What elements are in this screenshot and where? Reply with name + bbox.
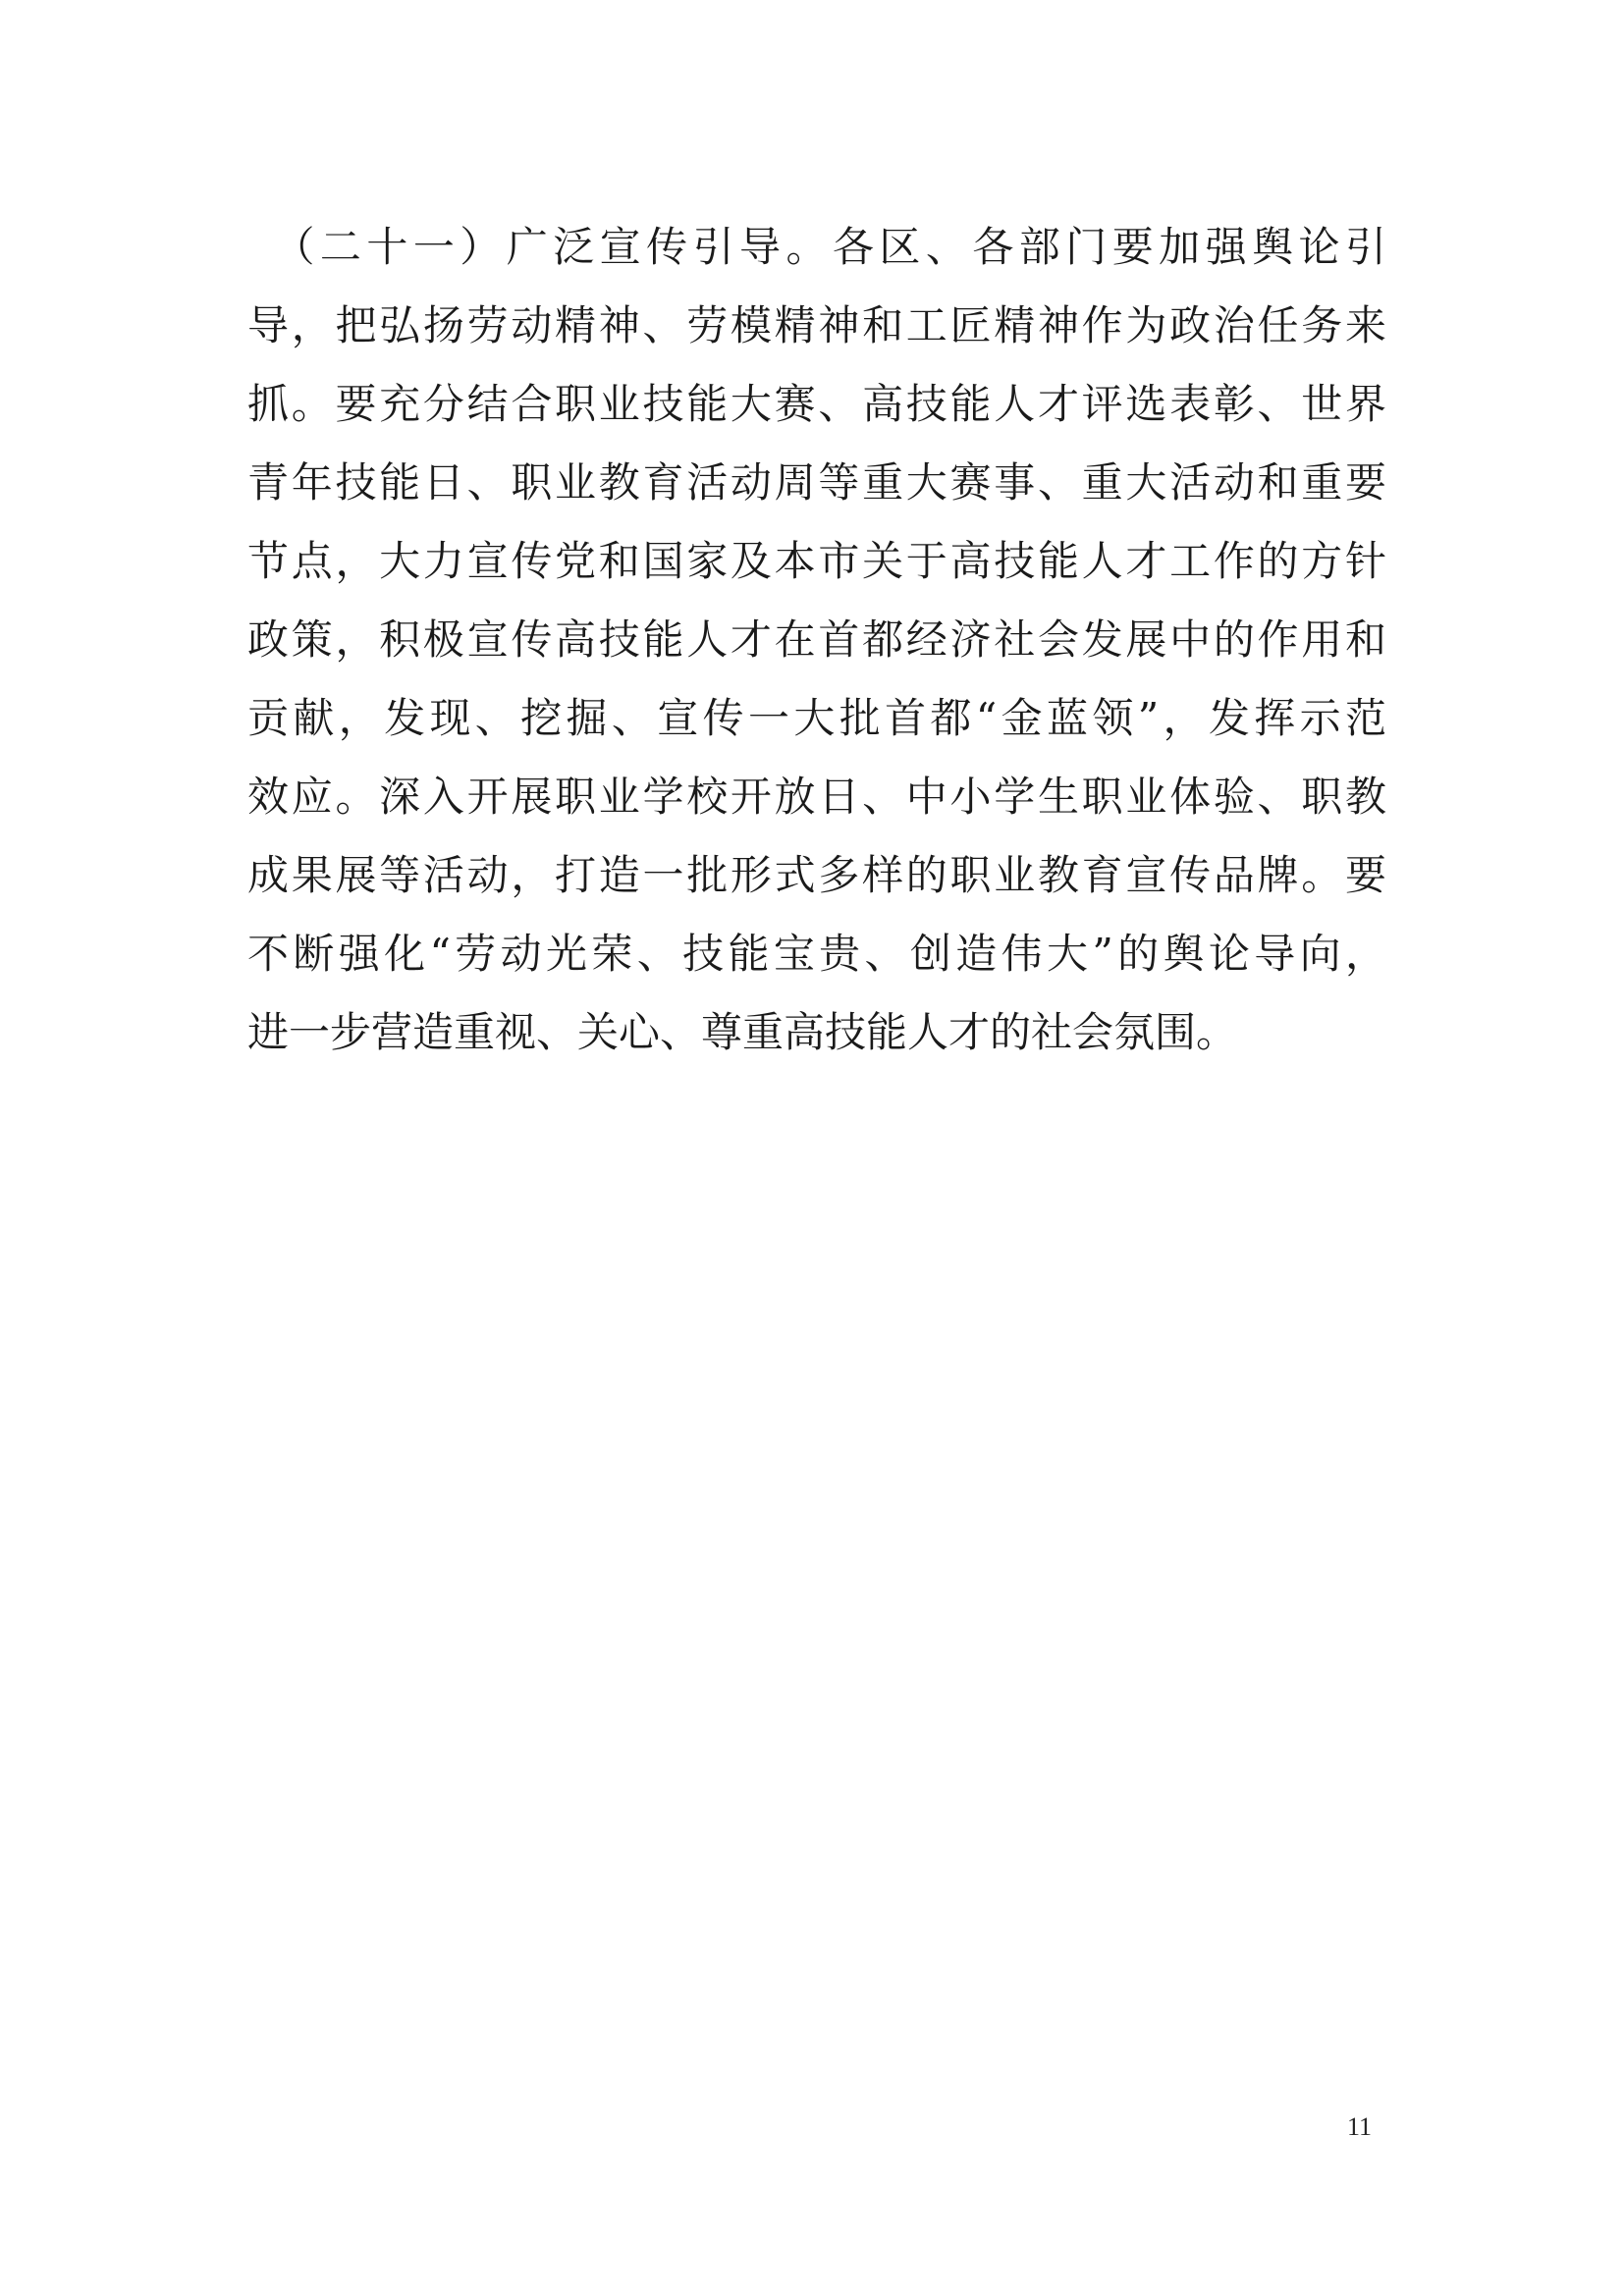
paragraph-line: 成果展等活动，打造一批形式多样的职业教育宣传品牌。要: [247, 851, 1386, 899]
paragraph-line: 青年技能日、职业教育活动周等重大赛事、重大活动和重要: [247, 458, 1386, 507]
page-number: 11: [1347, 2112, 1373, 2141]
paragraph-line: 政策，积极宣传高技能人才在首都经济社会发展中的作用和: [247, 615, 1386, 664]
paragraph-line: 抓。要充分结合职业技能大赛、高技能人才评选表彰、世界: [247, 380, 1386, 428]
paragraph-21-publicity-guidance: [247, 208, 1386, 1072]
paragraph-line: 进一步营造重视、关心、尊重高技能人才的社会氛围。: [247, 1008, 1238, 1056]
paragraph-line: 不断强化“劳动光荣、技能宝贵、创造伟大”的舆论导向，: [247, 930, 1386, 978]
paragraph-line: 导，把弘扬劳动精神、劳模精神和工匠精神作为政治任务来: [247, 301, 1386, 349]
paragraph-line: 节点，大力宣传党和国家及本市关于高技能人才工作的方针: [247, 537, 1386, 585]
paragraph-line: （二十一）广泛宣传引导。各区、各部门要加强舆论引: [247, 223, 1386, 271]
paragraph-line: 效应。深入开展职业学校开放日、中小学生职业体验、职教: [247, 773, 1386, 821]
paragraph-line: 贡献，发现、挖掘、宣传一大批首都“金蓝领”，发挥示范: [247, 694, 1386, 742]
